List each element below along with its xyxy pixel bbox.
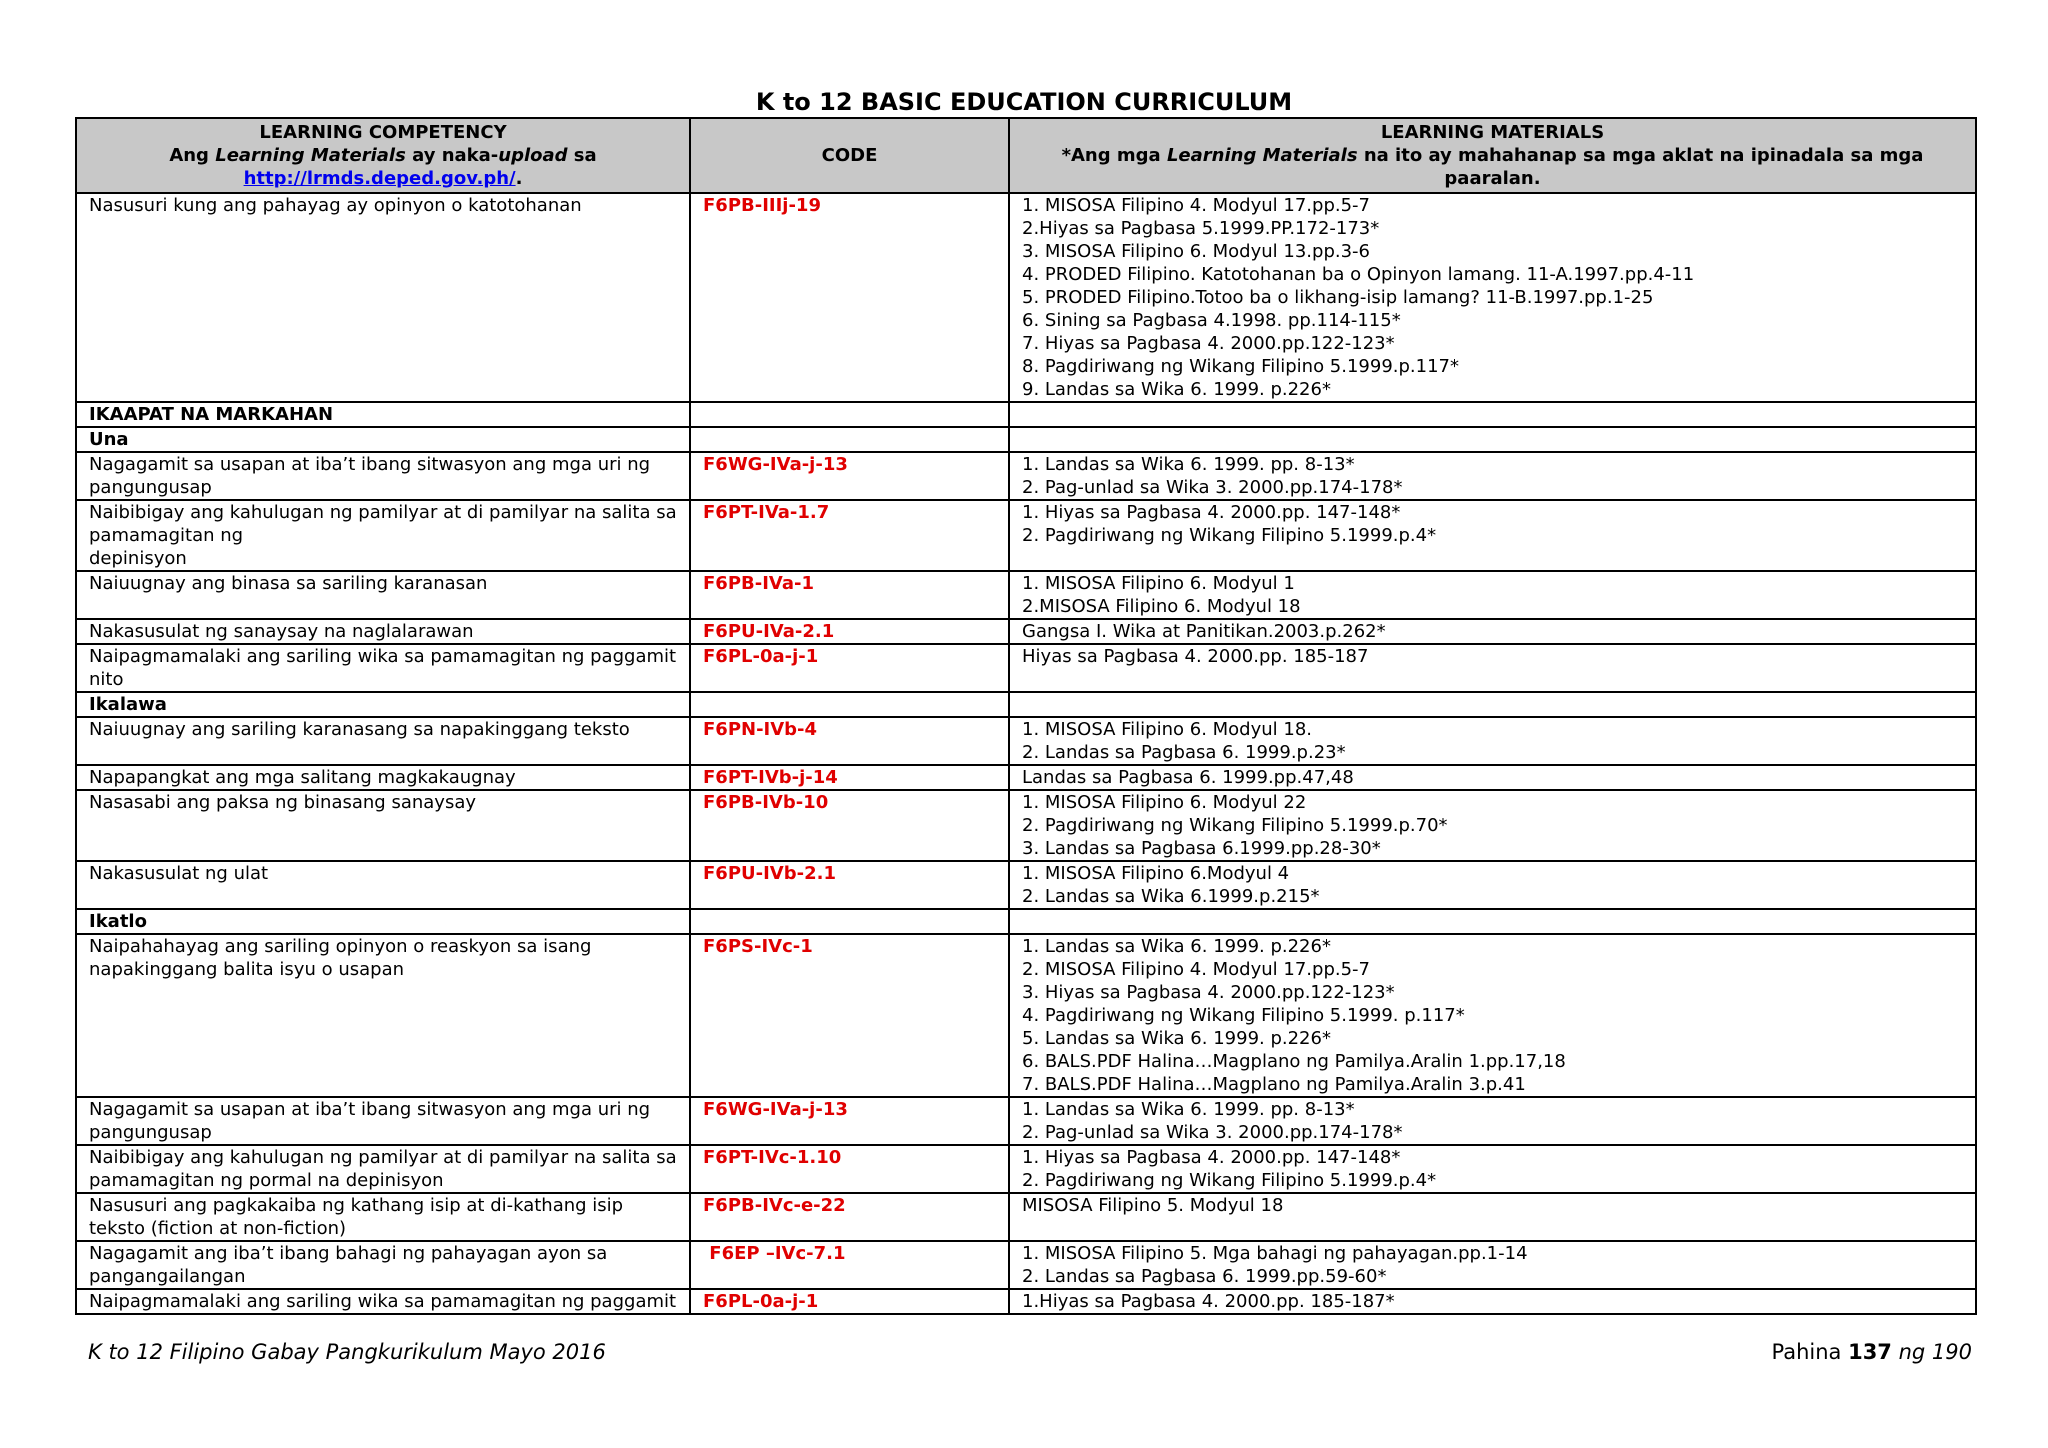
curriculum-table bbox=[75, 117, 1977, 1315]
header-materials-sub-italic: Learning Materials bbox=[1166, 145, 1358, 166]
footer-page-suffix: ng 190 bbox=[1891, 1340, 1972, 1364]
materials-cell bbox=[1009, 644, 1976, 692]
material-item: 4. PRODED Filipino. Katotohanan ba o Opinyon lamang. 11-A.1997.pp.4-11 bbox=[1022, 264, 1695, 285]
material-item: 1. Landas sa Wika 6. 1999. pp. 8-13* bbox=[1022, 1099, 1355, 1120]
materials-cell bbox=[1009, 861, 1976, 909]
competency-text: Nakasusulat ng ulat bbox=[89, 863, 269, 884]
material-item: 1. MISOSA Filipino 4. Modyul 17.pp.5-7 bbox=[1022, 195, 1370, 216]
materials-cell bbox=[1009, 452, 1976, 500]
empty-code-cell bbox=[690, 692, 1009, 717]
materials-cell bbox=[1009, 717, 1976, 765]
material-item: 3. Landas sa Pagbasa 6.1999.pp.28-30* bbox=[1022, 838, 1381, 859]
lrmds-link-tail: . bbox=[515, 168, 523, 189]
material-item: 1.Hiyas sa Pagbasa 4. 2000.pp. 185-187* bbox=[1022, 1291, 1395, 1312]
empty-code-cell bbox=[690, 909, 1009, 934]
competency-text: Nasasabi ang paksa ng binasang sanaysay bbox=[89, 792, 476, 813]
material-item: 2. Pag-unlad sa Wika 3. 2000.pp.174-178* bbox=[1022, 477, 1403, 498]
quarter-heading-label: IKAAPAT NA MARKAHAN bbox=[76, 402, 690, 427]
quarter-heading-label: Ikalawa bbox=[76, 692, 690, 717]
header-competency-subtitle bbox=[87, 144, 679, 167]
material-item: 5. Landas sa Wika 6. 1999. p.226* bbox=[1022, 1028, 1331, 1049]
table-row bbox=[76, 765, 1976, 790]
header-competency-sub-mid: ay naka- bbox=[405, 145, 499, 166]
competency-cell bbox=[76, 452, 690, 500]
competency-text: Nagagamit sa usapan at iba’t ibang sitwasyon ang mga uri ng bbox=[89, 454, 651, 475]
quarter-heading-row bbox=[76, 427, 1976, 452]
material-item: 5. PRODED Filipino.Totoo ba o likhang-isip lamang? 11-B.1997.pp.1-25 bbox=[1022, 287, 1654, 308]
competency-cell bbox=[76, 765, 690, 790]
material-item: 2. Pagdiriwang ng Wikang Filipino 5.1999.p.4* bbox=[1022, 1170, 1437, 1191]
code-cell: F6PB-IVa-1 bbox=[690, 571, 1009, 619]
header-competency-sub-italic: Learning Materials bbox=[215, 145, 406, 166]
material-item: 2. Landas sa Pagbasa 6. 1999.pp.59-60* bbox=[1022, 1266, 1387, 1287]
table-row bbox=[76, 1145, 1976, 1193]
material-item: 1. MISOSA Filipino 6. Modyul 1 bbox=[1022, 573, 1295, 594]
materials-cell bbox=[1009, 1097, 1976, 1145]
table-row bbox=[76, 934, 1976, 1097]
material-item: MISOSA Filipino 5. Modyul 18 bbox=[1022, 1195, 1284, 1216]
competency-text: pamamagitan ng bbox=[89, 525, 244, 546]
material-item: 2. Landas sa Pagbasa 6. 1999.p.23* bbox=[1022, 742, 1346, 763]
header-competency-sub-prefix: Ang bbox=[169, 145, 216, 166]
competency-cell bbox=[76, 717, 690, 765]
table-row bbox=[76, 717, 1976, 765]
quarter-heading-row bbox=[76, 692, 1976, 717]
competency-text: teksto (fiction at non-fiction) bbox=[89, 1218, 347, 1239]
empty-code-cell bbox=[690, 402, 1009, 427]
material-item: 1. MISOSA Filipino 6. Modyul 18. bbox=[1022, 719, 1313, 740]
materials-cell bbox=[1009, 619, 1976, 644]
code-cell: F6PT-IVc-1.10 bbox=[690, 1145, 1009, 1193]
material-item: Hiyas sa Pagbasa 4. 2000.pp. 185-187 bbox=[1022, 646, 1369, 667]
table-row bbox=[76, 1241, 1976, 1289]
materials-cell bbox=[1009, 1289, 1976, 1314]
empty-materials-cell bbox=[1009, 402, 1976, 427]
materials-cell bbox=[1009, 193, 1976, 402]
material-item: 9. Landas sa Wika 6. 1999. p.226* bbox=[1022, 379, 1331, 400]
competency-cell bbox=[76, 1289, 690, 1314]
competency-cell bbox=[76, 861, 690, 909]
table-row bbox=[76, 571, 1976, 619]
material-item: Landas sa Pagbasa 6. 1999.pp.47,48 bbox=[1022, 767, 1354, 788]
header-materials-subtitle bbox=[1020, 144, 1965, 190]
footer-guide-title: K to 12 Filipino Gabay Pangkurikulum Mayo 2016 bbox=[88, 1340, 606, 1364]
materials-cell bbox=[1009, 790, 1976, 861]
header-competency-sub-suffix: sa bbox=[567, 145, 597, 166]
material-item: 2. MISOSA Filipino 4. Modyul 17.pp.5-7 bbox=[1022, 959, 1370, 980]
competency-text: Naibibigay ang kahulugan ng pamilyar at di pamilyar na salita sa bbox=[89, 502, 677, 523]
code-cell: F6PT-IVa-1.7 bbox=[690, 500, 1009, 571]
material-item: 2. Landas sa Wika 6.1999.p.215* bbox=[1022, 886, 1320, 907]
competency-cell bbox=[76, 1193, 690, 1241]
competency-cell bbox=[76, 644, 690, 692]
competency-cell bbox=[76, 934, 690, 1097]
header-materials-sub-suffix: na ito ay mahahanap sa mga aklat na ipinadala sa mga paaralan. bbox=[1357, 145, 1924, 189]
material-item: 1. Landas sa Wika 6. 1999. p.226* bbox=[1022, 936, 1331, 957]
material-item: 1. Hiyas sa Pagbasa 4. 2000.pp. 147-148* bbox=[1022, 502, 1401, 523]
code-cell: F6PU-IVb-2.1 bbox=[690, 861, 1009, 909]
material-item: 7. Hiyas sa Pagbasa 4. 2000.pp.122-123* bbox=[1022, 333, 1395, 354]
code-cell: F6PT-IVb-j-14 bbox=[690, 765, 1009, 790]
code-cell: F6PB-IVb-10 bbox=[690, 790, 1009, 861]
competency-text: pamamagitan ng pormal na depinisyon bbox=[89, 1170, 444, 1191]
header-competency-title: LEARNING COMPETENCY bbox=[259, 122, 507, 143]
table-row bbox=[76, 1097, 1976, 1145]
table-row bbox=[76, 500, 1976, 571]
code-cell: F6PL-0a-j-1 bbox=[690, 1289, 1009, 1314]
competency-cell bbox=[76, 193, 690, 402]
competency-text: Naiuugnay ang sariling karanasang sa napakinggang teksto bbox=[89, 719, 630, 740]
competency-text: Nagagamit ang iba’t ibang bahagi ng pahayagan ayon sa bbox=[89, 1243, 608, 1264]
table-row bbox=[76, 861, 1976, 909]
competency-cell bbox=[76, 500, 690, 571]
competency-text: Napapangkat ang mga salitang magkakaugnay bbox=[89, 767, 516, 788]
competency-text: napakinggang balita isyu o usapan bbox=[89, 959, 405, 980]
materials-cell bbox=[1009, 1241, 1976, 1289]
material-item: 6. BALS.PDF Halina…Magplano ng Pamilya.Aralin 1.pp.17,18 bbox=[1022, 1051, 1566, 1072]
competency-text: pangungusap bbox=[89, 477, 212, 498]
materials-cell bbox=[1009, 571, 1976, 619]
material-item: 3. Hiyas sa Pagbasa 4. 2000.pp.122-123* bbox=[1022, 982, 1395, 1003]
competency-text: Naipahahayag ang sariling opinyon o reaskyon sa isang bbox=[89, 936, 592, 957]
table-row bbox=[76, 644, 1976, 692]
material-item: 6. Sining sa Pagbasa 4.1998. pp.114-115* bbox=[1022, 310, 1401, 331]
material-item: 2. Pagdiriwang ng Wikang Filipino 5.1999.p.4* bbox=[1022, 525, 1437, 546]
material-item: 7. BALS.PDF Halina…Magplano ng Pamilya.Aralin 3.p.41 bbox=[1022, 1074, 1526, 1095]
material-item: 8. Pagdiriwang ng Wikang Filipino 5.1999.p.117* bbox=[1022, 356, 1460, 377]
material-item: 4. Pagdiriwang ng Wikang Filipino 5.1999. p.117* bbox=[1022, 1005, 1465, 1026]
table-row bbox=[76, 452, 1976, 500]
footer-page-number bbox=[1771, 1340, 1972, 1364]
quarter-heading-label: Una bbox=[76, 427, 690, 452]
code-cell: F6PS-IVc-1 bbox=[690, 934, 1009, 1097]
code-cell: F6PN-IVb-4 bbox=[690, 717, 1009, 765]
header-materials bbox=[1009, 118, 1976, 193]
footer-page-current: 137 bbox=[1848, 1340, 1892, 1364]
competency-text: Nasusuri kung ang pahayag ay opinyon o katotohanan bbox=[89, 195, 582, 216]
material-item: 1. Hiyas sa Pagbasa 4. 2000.pp. 147-148* bbox=[1022, 1147, 1401, 1168]
code-cell: F6WG-IVa-j-13 bbox=[690, 452, 1009, 500]
materials-cell bbox=[1009, 934, 1976, 1097]
footer-page-prefix: Pahina bbox=[1771, 1340, 1849, 1364]
materials-cell bbox=[1009, 500, 1976, 571]
competency-cell bbox=[76, 1097, 690, 1145]
table-row bbox=[76, 1193, 1976, 1241]
empty-code-cell bbox=[690, 427, 1009, 452]
material-item: 2. Pag-unlad sa Wika 3. 2000.pp.174-178* bbox=[1022, 1122, 1403, 1143]
quarter-heading-row bbox=[76, 402, 1976, 427]
header-competency-sub-italic2: upload bbox=[498, 145, 568, 166]
code-cell: F6PB-IVc-e-22 bbox=[690, 1193, 1009, 1241]
empty-materials-cell bbox=[1009, 692, 1976, 717]
competency-cell bbox=[76, 1241, 690, 1289]
competency-cell bbox=[76, 619, 690, 644]
lrmds-link[interactable]: http://lrmds.deped.gov.ph/ bbox=[243, 168, 516, 189]
competency-text: pangangailangan bbox=[89, 1266, 246, 1287]
code-cell: F6PL-0a-j-1 bbox=[690, 644, 1009, 692]
table-header-row bbox=[76, 118, 1976, 193]
competency-text: Naipagmamalaki ang sariling wika sa pamamagitan ng paggamit bbox=[89, 1291, 677, 1312]
code-cell: F6PB-IIIj-19 bbox=[690, 193, 1009, 402]
material-item: 2.Hiyas sa Pagbasa 5.1999.PP.172-173* bbox=[1022, 218, 1380, 239]
competency-text: pangungusap bbox=[89, 1122, 212, 1143]
header-code: CODE bbox=[690, 118, 1009, 193]
materials-cell bbox=[1009, 765, 1976, 790]
table-row bbox=[76, 619, 1976, 644]
competency-text: nito bbox=[89, 669, 124, 690]
material-item: Gangsa I. Wika at Panitikan.2003.p.262* bbox=[1022, 621, 1386, 642]
header-materials-title: LEARNING MATERIALS bbox=[1380, 122, 1605, 143]
table-body bbox=[76, 193, 1976, 1314]
competency-text: Naipagmamalaki ang sariling wika sa pamamagitan ng paggamit bbox=[89, 646, 677, 667]
materials-cell bbox=[1009, 1193, 1976, 1241]
code-cell: F6WG-IVa-j-13 bbox=[690, 1097, 1009, 1145]
competency-cell bbox=[76, 1145, 690, 1193]
header-materials-sub-prefix: *Ang mga bbox=[1061, 145, 1167, 166]
competency-text: Nasusuri ang pagkakaiba ng kathang isip at di-kathang isip bbox=[89, 1195, 624, 1216]
competency-cell bbox=[76, 790, 690, 861]
material-item: 1. MISOSA Filipino 6. Modyul 22 bbox=[1022, 792, 1307, 813]
table-row bbox=[76, 790, 1976, 861]
quarter-heading-row bbox=[76, 909, 1976, 934]
competency-text: depinisyon bbox=[89, 548, 187, 569]
code-cell: F6EP –IVc-7.1 bbox=[690, 1241, 1009, 1289]
materials-cell bbox=[1009, 1145, 1976, 1193]
table-row bbox=[76, 1289, 1976, 1314]
competency-text: Naibibigay ang kahulugan ng pamilyar at di pamilyar na salita sa bbox=[89, 1147, 677, 1168]
material-item: 2. Pagdiriwang ng Wikang Filipino 5.1999.p.70* bbox=[1022, 815, 1448, 836]
document-title: K to 12 BASIC EDUCATION CURRICULUM bbox=[755, 88, 1293, 116]
material-item: 3. MISOSA Filipino 6. Modyul 13.pp.3-6 bbox=[1022, 241, 1370, 262]
material-item: 1. Landas sa Wika 6. 1999. pp. 8-13* bbox=[1022, 454, 1355, 475]
empty-materials-cell bbox=[1009, 909, 1976, 934]
material-item: 2.MISOSA Filipino 6. Modyul 18 bbox=[1022, 596, 1301, 617]
competency-cell bbox=[76, 571, 690, 619]
competency-text: Naiuugnay ang binasa sa sariling karanasan bbox=[89, 573, 488, 594]
competency-text: Nagagamit sa usapan at iba’t ibang sitwasyon ang mga uri ng bbox=[89, 1099, 651, 1120]
competency-text: Nakasusulat ng sanaysay na naglalarawan bbox=[89, 621, 474, 642]
material-item: 1. MISOSA Filipino 5. Mga bahagi ng pahayagan.pp.1-14 bbox=[1022, 1243, 1528, 1264]
quarter-heading-label: Ikatlo bbox=[76, 909, 690, 934]
header-competency bbox=[76, 118, 690, 193]
code-cell: F6PU-IVa-2.1 bbox=[690, 619, 1009, 644]
empty-materials-cell bbox=[1009, 427, 1976, 452]
material-item: 1. MISOSA Filipino 6.Modyul 4 bbox=[1022, 863, 1290, 884]
table-row bbox=[76, 193, 1976, 402]
